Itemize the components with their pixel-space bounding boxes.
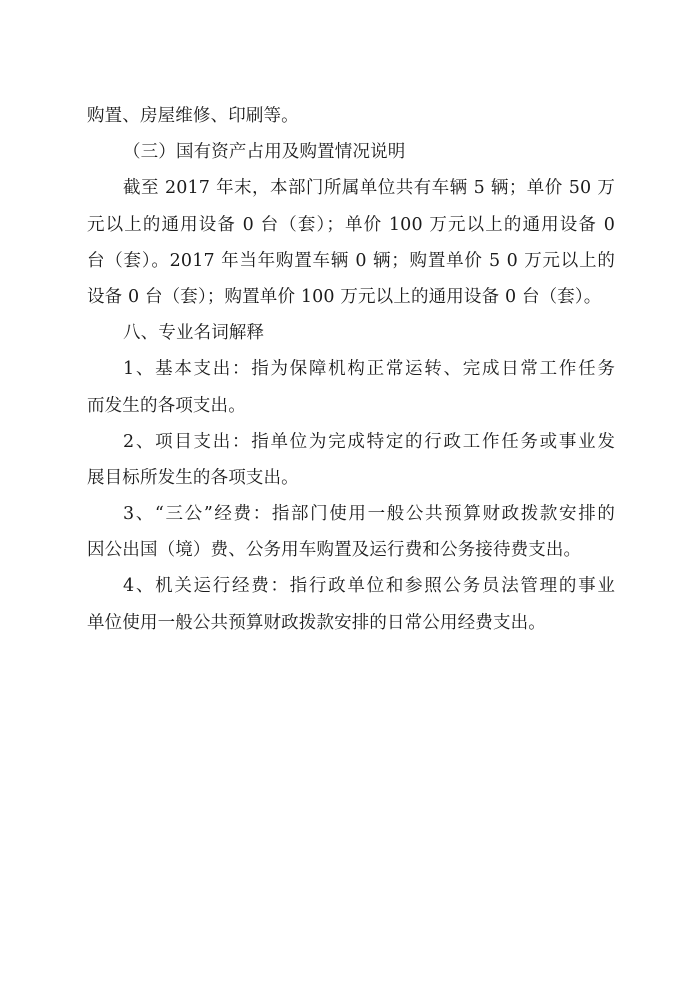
paragraph-line: 而发生的各项支出。 (87, 395, 246, 416)
paragraph-line: 2、项目支出：指单位为完成特定的行政工作任务或事业发 (123, 431, 615, 452)
document-body (87, 98, 615, 641)
paragraph-line: 截至 2017 年末，本部门所属单位共有车辆 5 辆；单价 50 万 (123, 178, 615, 199)
paragraph-line: 购置、房屋维修、印刷等。 (87, 106, 299, 126)
paragraph-line: 因公出国（境）费、公务用车购置及运行费和公务接待费支出。 (87, 540, 582, 561)
paragraph-line: 台（套）。2017 年当年购置车辆 0 辆；购置单价 5 0 万元以上的 (87, 250, 615, 271)
paragraph-line: 3、“三公”经费：指部门使用一般公共预算财政拨款安排的 (123, 504, 615, 525)
paragraph-line: 元以上的通用设备 0 台（套）；单价 100 万元以上的通用设备 0 (87, 214, 615, 235)
paragraph-line: 4、机关运行经费：指行政单位和参照公务员法管理的事业 (123, 576, 615, 597)
paragraph-line: 展目标所发生的各项支出。 (87, 467, 299, 488)
section-heading-asset-usage: （三）国有资产占用及购置情况说明 (123, 142, 406, 163)
section-heading-glossary: 八、专业名词解释 (123, 323, 265, 344)
paragraph-line: 设备 0 台（套）；购置单价 100 万元以上的通用设备 0 台（套）。 (87, 286, 602, 307)
paragraph-line: 单位使用一般公共预算财政拨款安排的日常公用经费支出。 (87, 612, 546, 633)
paragraph-line: 1、基本支出：指为保障机构正常运转、完成日常工作任务 (123, 359, 615, 380)
